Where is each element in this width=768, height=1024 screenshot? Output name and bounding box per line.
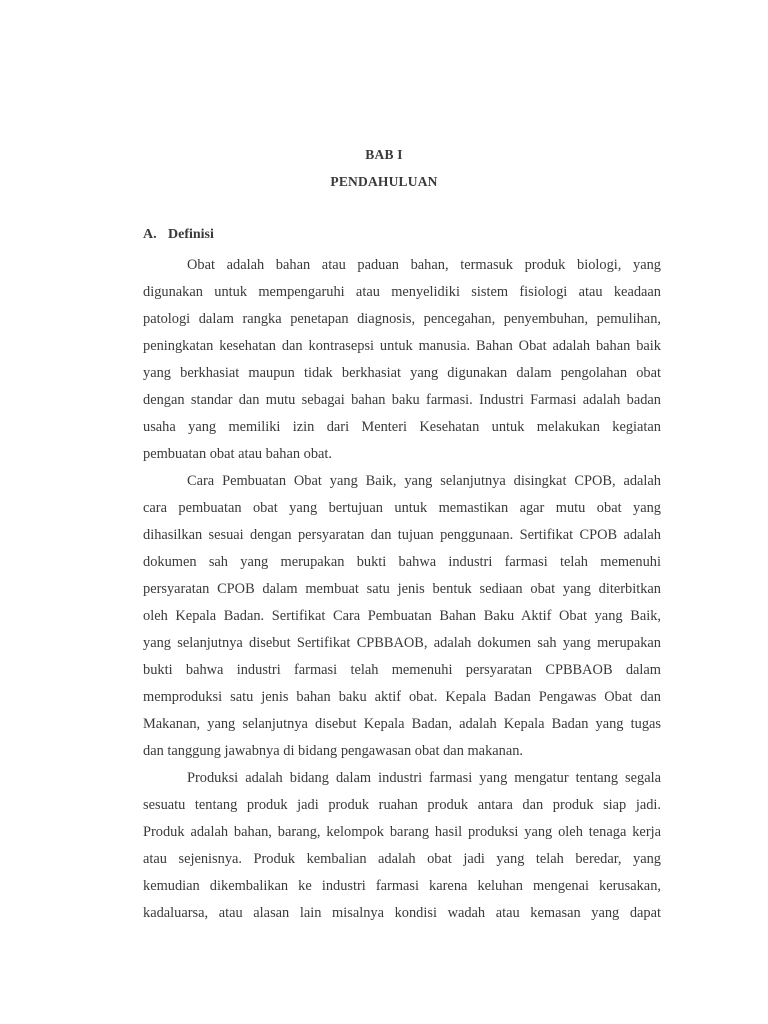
body-text	[143, 252, 661, 927]
text-line: persyaratan CPOB dalam membuat satu jenis bentuk sediaan obat yang diterbitkan	[143, 581, 661, 597]
text-line: Produk adalah bahan, barang, kelompok barang hasil produksi yang oleh tenaga kerja	[143, 824, 661, 840]
text-line: dengan standar dan mutu sebagai bahan baku farmasi. Industri Farmasi adalah badan	[143, 392, 661, 408]
text-line: yang berkhasiat maupun tidak berkhasiat yang digunakan dalam pengolahan obat	[143, 365, 661, 381]
section-heading	[143, 227, 214, 243]
text-line: patologi dalam rangka penetapan diagnosis, pencegahan, penyembuhan, pemulihan,	[143, 311, 661, 327]
text-line: Obat adalah bahan atau paduan bahan, termasuk produk biologi, yang	[187, 257, 661, 273]
chapter-title: PENDAHULUAN	[330, 174, 438, 189]
text-line: pembuatan obat atau bahan obat.	[143, 446, 333, 462]
text-line: dan tanggung jawabnya di bidang pengawasan obat dan makanan.	[143, 743, 524, 759]
section-title: Definisi	[168, 227, 214, 242]
text-line: dihasilkan sesuai dengan persyaratan dan tujuan penggunaan. Sertifikat CPOB adalah	[143, 527, 661, 543]
paragraph-cpob	[143, 468, 661, 765]
text-line: yang selanjutnya disebut Sertifikat CPBBAOB, adalah dokumen sah yang merupakan	[143, 635, 661, 651]
text-line: kemudian dikembalikan ke industri farmasi karena keluhan mengenai kerusakan,	[143, 878, 661, 894]
section-number: A.	[143, 227, 157, 242]
text-line: kadaluarsa, atau alasan lain misalnya kondisi wadah atau kemasan yang dapat	[143, 905, 661, 921]
text-line: bukti bahwa industri farmasi telah memenuhi persyaratan CPBBAOB dalam	[143, 662, 661, 678]
text-line: usaha yang memiliki izin dari Menteri Kesehatan untuk melakukan kegiatan	[143, 419, 661, 435]
text-line: Produksi adalah bidang dalam industri farmasi yang mengatur tentang segala	[187, 770, 661, 786]
text-line: digunakan untuk mempengaruhi atau menyelidiki sistem fisiologi atau keadaan	[143, 284, 661, 300]
chapter-label: BAB I	[365, 147, 403, 162]
text-line: memproduksi satu jenis bahan baku aktif obat. Kepala Badan Pengawas Obat dan	[143, 689, 661, 705]
paragraph-produksi	[143, 765, 661, 927]
text-line: Makanan, yang selanjutnya disebut Kepala Badan, adalah Kepala Badan yang tugas	[143, 716, 661, 732]
text-line: peningkatan kesehatan dan kontrasepsi untuk manusia. Bahan Obat adalah bahan baik	[143, 338, 661, 354]
text-line: atau sejenisnya. Produk kembalian adalah obat jadi yang telah beredar, yang	[143, 851, 661, 867]
text-line: dokumen sah yang merupakan bukti bahwa industri farmasi telah memenuhi	[143, 554, 661, 570]
paragraph-obat	[143, 252, 661, 468]
text-line: oleh Kepala Badan. Sertifikat Cara Pembuatan Bahan Baku Aktif Obat yang Baik,	[143, 608, 661, 624]
text-line: cara pembuatan obat yang bertujuan untuk memastikan agar mutu obat yang	[143, 500, 661, 516]
text-line: sesuatu tentang produk jadi produk ruahan produk antara dan produk siap jadi.	[143, 797, 661, 813]
text-line: Cara Pembuatan Obat yang Baik, yang selanjutnya disingkat CPOB, adalah	[187, 473, 661, 489]
